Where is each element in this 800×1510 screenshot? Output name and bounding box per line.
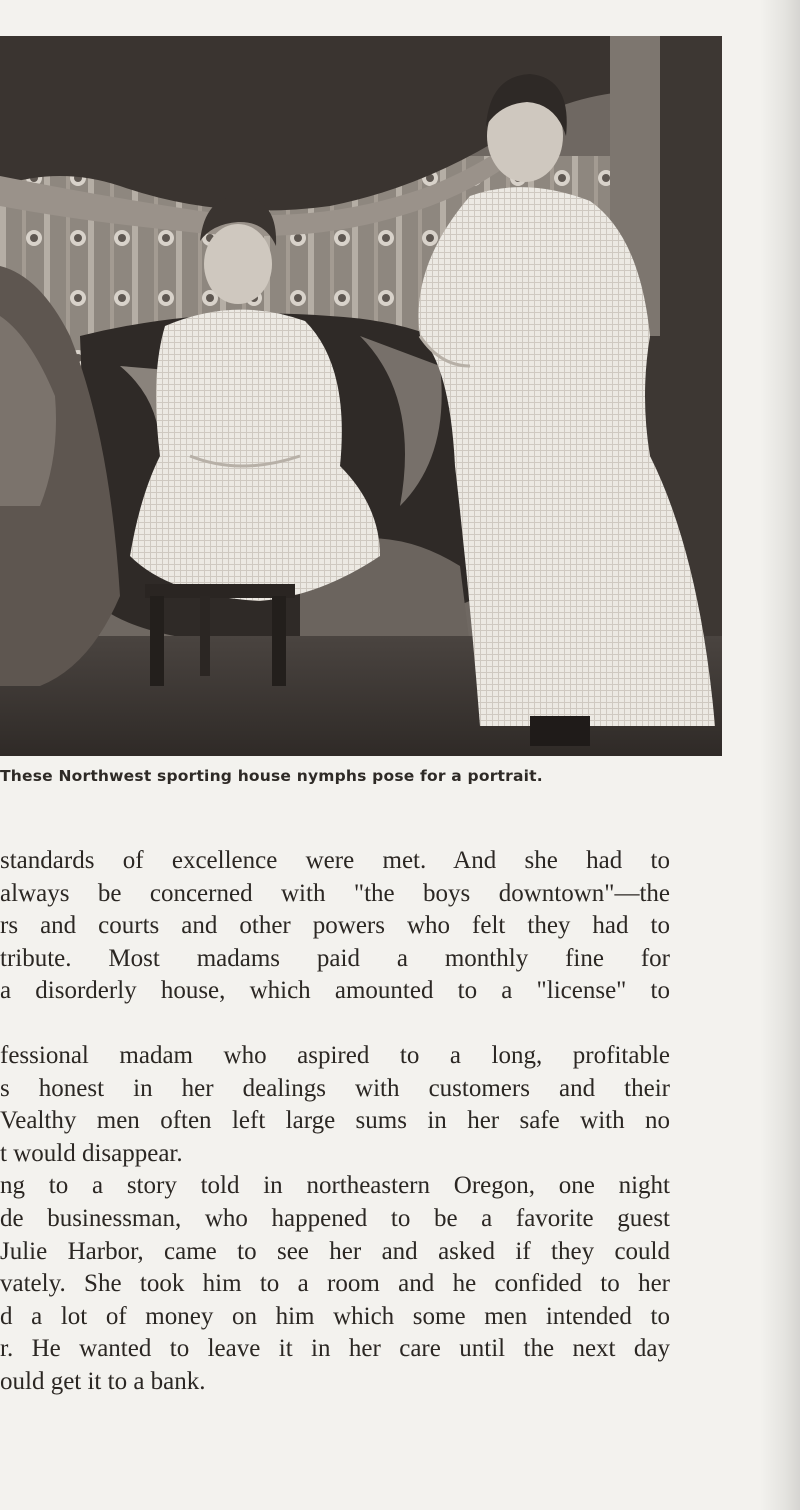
text-line: s honest in her dealings with customers and their (0, 1074, 670, 1102)
text-line: Vealthy men often left large sums in her safe with no (0, 1107, 670, 1135)
text-line: Julie Harbor, came to see her and asked if they could (0, 1237, 670, 1265)
text-line: rs and courts and other powers who felt they had to (0, 912, 670, 940)
body-text (0, 845, 740, 1399)
portrait-photograph (0, 36, 722, 756)
text-line: always be concerned with "the boys downtown"—the (0, 879, 670, 907)
text-line: t would disappear. (0, 1139, 183, 1167)
text-line: r. He wanted to leave it in her care until the next day (0, 1335, 670, 1363)
text-line: tribute. Most madams paid a monthly fine for (0, 944, 670, 972)
text-line: vately. She took him to a room and he confided to her (0, 1270, 670, 1298)
paragraph-3 (0, 1170, 740, 1398)
paragraph-2 (0, 1040, 740, 1170)
text-line: d a lot of money on him which some men intended to (0, 1302, 670, 1330)
paragraph-gap (0, 1008, 740, 1040)
text-line: ng to a story told in northeastern Oregon, one night (0, 1172, 670, 1200)
photo-illustration (0, 36, 722, 756)
photo-caption: These Northwest sporting house nymphs pose for a portrait. (0, 767, 543, 785)
page-gutter-shadow (760, 0, 800, 1510)
text-line: ould get it to a bank. (0, 1367, 206, 1395)
text-line: standards of excellence were met. And she had to (0, 847, 670, 874)
paragraph-1 (0, 845, 740, 1008)
text-line: a disorderly house, which amounted to a "license" to (0, 977, 670, 1005)
text-line: fessional madam who aspired to a long, profitable (0, 1041, 670, 1069)
text-line: de businessman, who happened to be a favorite guest (0, 1204, 670, 1232)
